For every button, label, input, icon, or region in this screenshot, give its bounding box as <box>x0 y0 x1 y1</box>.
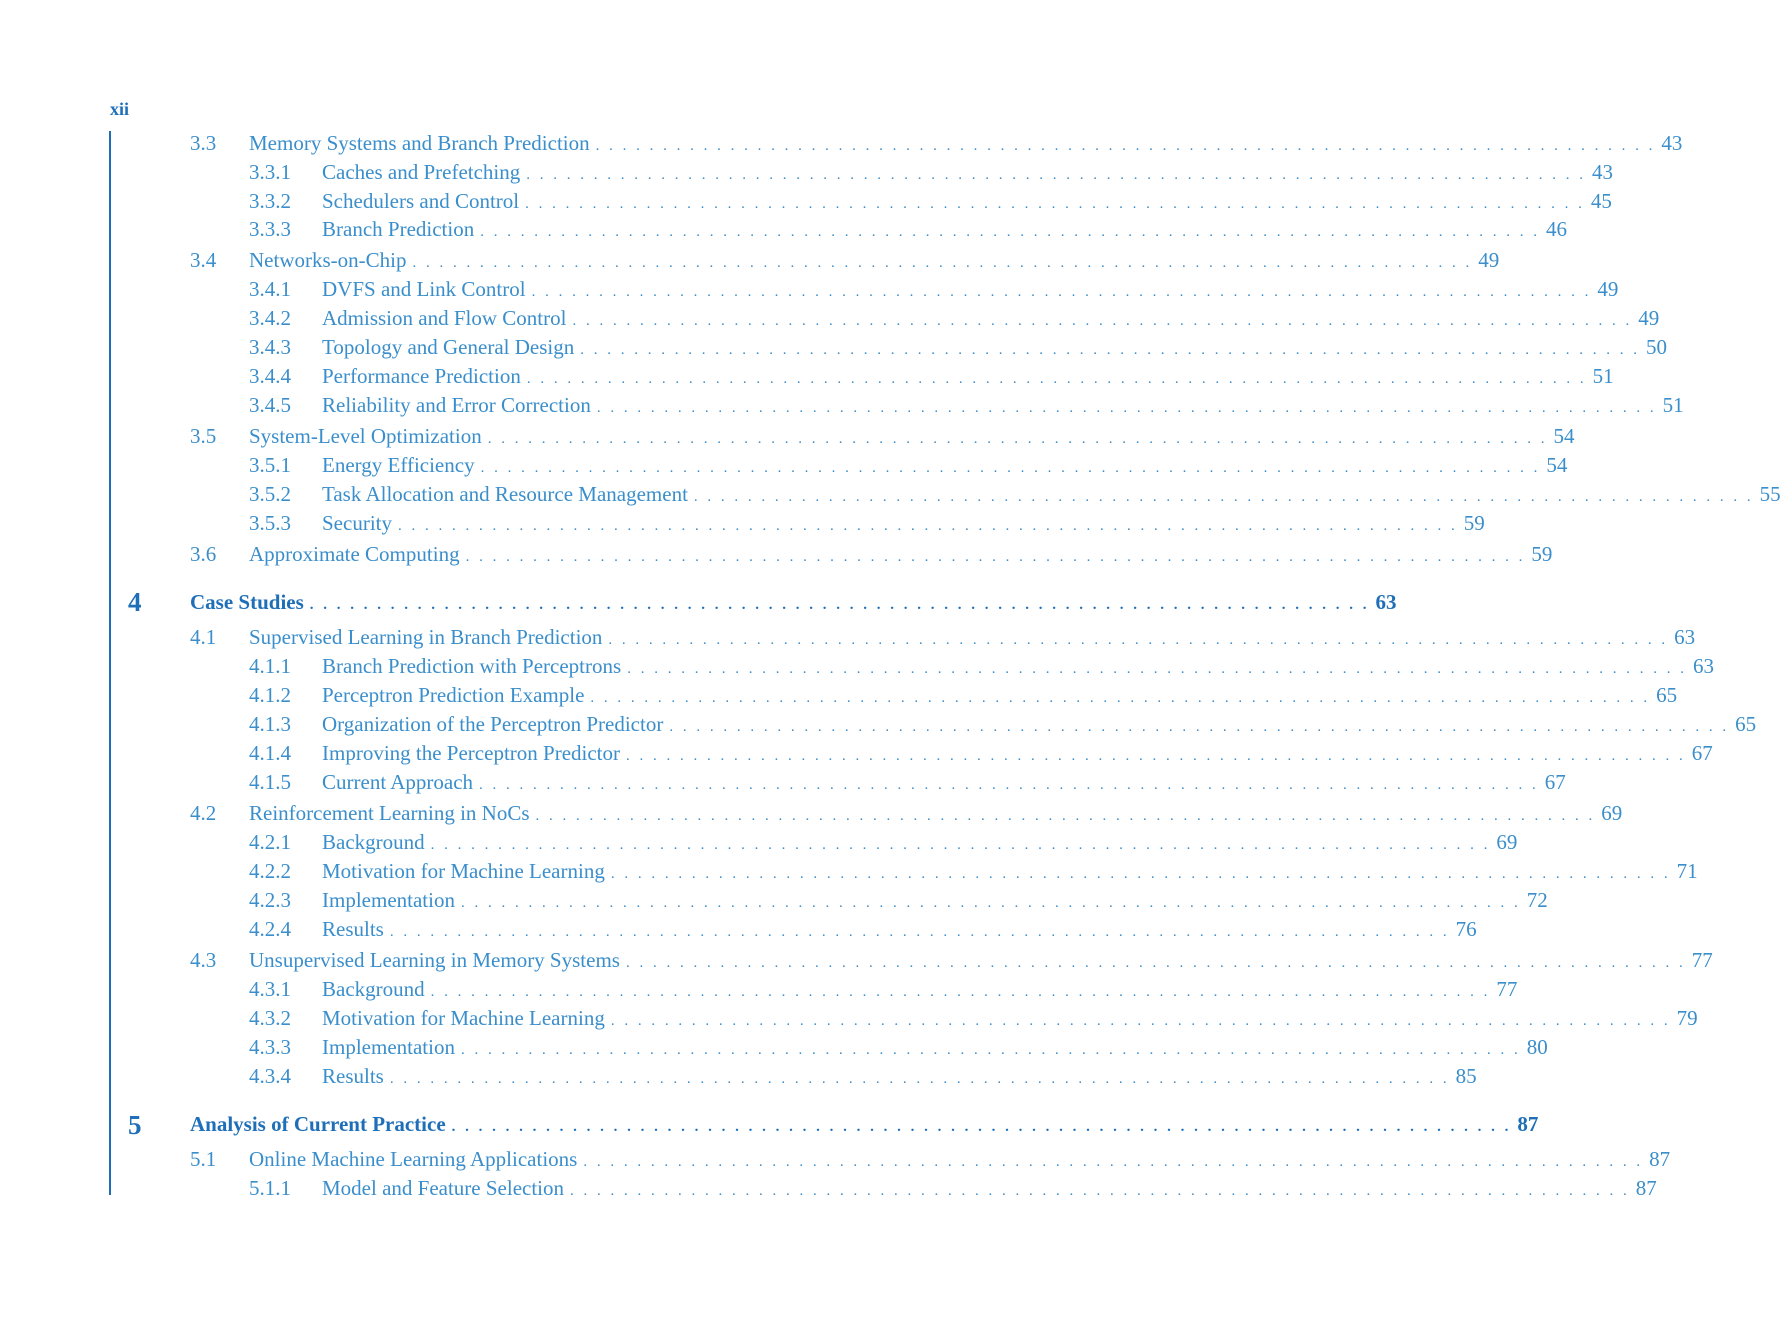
toc-entry-4-2-1[interactable] <box>249 828 1518 856</box>
toc-entry-3-5[interactable] <box>190 422 1575 450</box>
dot-leader: . . . . . . . . . . . . . . . . . . . . . . . . . . . . . . . . . . . . . . . . . . . . . . . . . . . . . . . . . . . . . . . . . . . . . . . . . . . . . . . <box>480 460 1541 476</box>
entry-page: 79 <box>1676 1006 1698 1030</box>
chapter-title: Case Studies <box>190 590 304 614</box>
toc-entry-3-5-2[interactable] <box>249 480 1781 508</box>
entry-page: 54 <box>1546 453 1568 477</box>
entry-number: 4.1.2 <box>249 683 291 707</box>
toc-entry-4-2-3[interactable] <box>249 886 1548 914</box>
entry-number: 5.1 <box>190 1147 217 1171</box>
dot-leader: . . . . . . . . . . . . . . . . . . . . . . . . . . . . . . . . . . . . . . . . . . . . . . . . . . . . . . . . . . . . . . . . . . . . . . . . . . . . . . . <box>389 924 1450 940</box>
entry-page: 80 <box>1526 1035 1548 1059</box>
entry-page: 77 <box>1691 948 1713 972</box>
toc-entry-3-6[interactable] <box>190 540 1553 568</box>
entry-page: 71 <box>1676 859 1698 883</box>
entry-page: 69 <box>1601 801 1623 825</box>
toc-entry-3-4[interactable] <box>190 246 1500 274</box>
entry-page: 49 <box>1597 277 1619 301</box>
entry-title: Motivation for Machine Learning <box>322 1006 605 1030</box>
entry-number: 4.2.3 <box>249 888 291 912</box>
dot-leader: . . . . . . . . . . . . . . . . . . . . . . . . . . . . . . . . . . . . . . . . . . . . . . . . . . . . . . . . . . . . . . . . . . . . . . . . . . . . . . . <box>526 167 1587 183</box>
page-number: xii <box>110 99 130 119</box>
entry-page: 69 <box>1496 830 1518 854</box>
entry-page: 67 <box>1691 741 1713 765</box>
toc-entry-5-1[interactable] <box>190 1145 1671 1173</box>
toc-entry-3-3-3[interactable] <box>249 215 1567 243</box>
entry-page: 59 <box>1531 542 1553 566</box>
dot-leader: . . . . . . . . . . . . . . . . . . . . . . . . . . . . . . . . . . . . . . . . . . . . . . . . . . . . . . . . . . . . . . . . . . . . . . . . . . . . . . . <box>590 690 1651 706</box>
entry-number: 4.3.1 <box>249 977 291 1001</box>
entry-title: Performance Prediction <box>322 364 521 388</box>
entry-number: 4.2 <box>190 801 217 825</box>
dot-leader: . . . . . . . . . . . . . . . . . . . . . . . . . . . . . . . . . . . . . . . . . . . . . . . . . . . . . . . . . . . . . . . . . . . . . . . . . . . . . . . <box>596 400 1657 416</box>
dot-leader: . . . . . . . . . . . . . . . . . . . . . . . . . . . . . . . . . . . . . . . . . . . . . . . . . . . . . . . . . . . . . . . . . . . . . . . . . . . . . . . <box>570 1183 1630 1199</box>
entry-title: Organization of the Perceptron Predictor <box>322 712 664 736</box>
entry-page: 76 <box>1455 917 1477 941</box>
entry-number: 3.5.1 <box>249 453 291 477</box>
entry-page: 67 <box>1544 770 1566 794</box>
entry-number: 4.1 <box>190 625 217 649</box>
dot-leader: . . . . . . . . . . . . . . . . . . . . . . . . . . . . . . . . . . . . . . . . . . . . . . . . . . . . . . . . . . . . . . . . . . . . . . . . . . . . . . . <box>625 955 1686 971</box>
entry-number: 3.5 <box>190 424 217 448</box>
entry-title: Implementation <box>322 1035 455 1059</box>
entry-page: 72 <box>1526 888 1548 912</box>
toc-entry-4-1-4[interactable] <box>249 739 1713 767</box>
toc-entry-4-1-2[interactable] <box>249 681 1678 709</box>
dot-leader: . . . . . . . . . . . . . . . . . . . . . . . . . . . . . . . . . . . . . . . . . . . . . . . . . . . . . . . . . . . . . . . . . . . . . . . . . . . . . . . <box>460 1042 1521 1058</box>
dot-leader: . . . . . . . . . . . . . . . . . . . . . . . . . . . . . . . . . . . . . . . . . . . . . . . . . . . . . . . . . . . . . . . . . . . . . . . . . . . . . . . <box>583 1154 1644 1170</box>
toc-entry-4-1-3[interactable] <box>249 710 1757 738</box>
entry-page: 54 <box>1553 424 1575 448</box>
entry-number: 4.2.2 <box>249 859 291 883</box>
entry-title: Branch Prediction with Perceptrons <box>322 654 622 678</box>
entry-title: Background <box>322 830 425 854</box>
entry-page: 49 <box>1638 306 1660 330</box>
entry-number: 4.2.1 <box>249 830 291 854</box>
entry-number: 4.1.3 <box>249 712 291 736</box>
entry-title: Current Approach <box>322 770 474 794</box>
entry-title: Approximate Computing <box>249 542 460 566</box>
toc-entry-3-5-3[interactable] <box>249 509 1485 537</box>
dot-leader: . . . . . . . . . . . . . . . . . . . . . . . . . . . . . . . . . . . . . . . . . . . . . . . . . . . . . . . . . . . . . . . . . . . . . . . . . . . . . . . <box>412 255 1473 271</box>
toc-entry-4-3-4[interactable] <box>249 1062 1477 1090</box>
dot-leader: . . . . . . . . . . . . . . . . . . . . . . . . . . . . . . . . . . . . . . . . . . . . . . . . . . . . . . . . . . . . . . . . . . . . . . . . . . . . . . . <box>487 431 1548 447</box>
entry-title: Energy Efficiency <box>322 453 475 477</box>
entry-title: Supervised Learning in Branch Prediction <box>249 625 603 649</box>
entry-title: Results <box>322 917 384 941</box>
entry-number: 3.3.1 <box>249 160 291 184</box>
dot-leader: . . . . . . . . . . . . . . . . . . . . . . . . . . . . . . . . . . . . . . . . . . . . . . . . . . . . . . . . . . . . . . . . . . . . . . . . . . . . . . . <box>627 661 1687 677</box>
entry-page: 77 <box>1496 977 1518 1001</box>
dot-leader: . . . . . . . . . . . . . . . . . . . . . . . . . . . . . . . . . . . . . . . . . . . . . . . . . . . . . . . . . . . . . . . . . . . . . . . . . . . . . . . <box>480 224 1540 240</box>
entry-number: 3.3 <box>190 131 217 155</box>
dot-leader: . . . . . . . . . . . . . . . . . . . . . . . . . . . . . . . . . . . . . . . . . . . . . . . . . . . . . . . . . . . . . . . . . . . . . . . . . . . . . . . <box>460 895 1521 911</box>
entry-page: 50 <box>1645 335 1667 359</box>
dot-leader: . . . . . . . . . . . . . . . . . . . . . . . . . . . . . . . . . . . . . . . . . . . . . . . . . . . . . . . . . . . . . . . . . . . . . . . . . . . . . . . <box>525 196 1585 212</box>
dot-leader: . . . . . . . . . . . . . . . . . . . . . . . . . . . . . . . . . . . . . . . . . . . . . . . . . . . . . . . . . . . . . . . . . . . . . . . . . . . . . . . <box>572 313 1633 329</box>
dot-leader: . . . . . . . . . . . . . . . . . . . . . . . . . . . . . . . . . . . . . . . . . . . . . . . . . . . . . . . . . . . . . . . . . . . . . . . . . . . . . . . <box>669 719 1730 735</box>
entry-number: 4.1.1 <box>249 654 291 678</box>
entry-title: Implementation <box>322 888 455 912</box>
entry-page: 51 <box>1662 393 1684 417</box>
entry-title: Background <box>322 977 425 1001</box>
dot-leader: . . . . . . . . . . . . . . . . . . . . . . . . . . . . . . . . . . . . . . . . . . . . . . . . . . . . . . . . . . . . . . . . . . . . . . . . . . . . . . . <box>595 138 1656 154</box>
entry-title: Model and Feature Selection <box>322 1176 565 1200</box>
dot-leader: . . . . . . . . . . . . . . . . . . . . . . . . . . . . . . . . . . . . . . . . . . . . . . . . . . . . . . . . . . . . . . . . . . . . . . . . . . . . . . . <box>430 837 1491 853</box>
entry-number: 3.4.1 <box>249 277 291 301</box>
toc-entry-4-1[interactable] <box>190 623 1696 651</box>
entry-title: Reinforcement Learning in NoCs <box>249 801 530 825</box>
entry-page: 45 <box>1590 189 1612 213</box>
entry-title: Motivation for Machine Learning <box>322 859 605 883</box>
entry-title: Security <box>322 511 392 535</box>
entry-page: 63 <box>1375 590 1397 614</box>
entry-title: Topology and General Design <box>322 335 575 359</box>
entry-number: 3.3.3 <box>249 217 291 241</box>
toc-entry-4-3-3[interactable] <box>249 1033 1548 1061</box>
entry-page: 63 <box>1692 654 1714 678</box>
dot-leader: . . . . . . . . . . . . . . . . . . . . . . . . . . . . . . . . . . . . . . . . . . . . . . . . . . . . . . . . . . . . . . . . . . . . . . . . . . . . . . . <box>693 489 1754 505</box>
entry-number: 3.5.2 <box>249 482 291 506</box>
entry-number: 3.5.3 <box>249 511 291 535</box>
toc-entry-4-2[interactable] <box>190 799 1623 827</box>
entry-number: 4.2.4 <box>249 917 291 941</box>
dot-leader: . . . . . . . . . . . . . . . . . . . . . . . . . . . . . . . . . . . . . . . . . . . . . . . . . . . . . . . . . . . . . . . . . . . . . . . . . . . . . . . <box>451 1119 1512 1135</box>
entry-title: Perceptron Prediction Example <box>322 683 585 707</box>
toc-entry-3-3[interactable] <box>190 129 1683 157</box>
entry-page: 65 <box>1735 712 1757 736</box>
toc-entry-4-2-4[interactable] <box>249 915 1477 943</box>
entry-page: 49 <box>1478 248 1500 272</box>
toc-entry-3-3-2[interactable] <box>249 187 1612 215</box>
entry-title: Results <box>322 1064 384 1088</box>
entry-page: 46 <box>1545 217 1567 241</box>
entry-page: 43 <box>1661 131 1683 155</box>
dot-leader: . . . . . . . . . . . . . . . . . . . . . . . . . . . . . . . . . . . . . . . . . . . . . . . . . . . . . . . . . . . . . . . . . . . . . . . . . . . . . . . <box>397 518 1458 534</box>
toc-entry-3-4-3[interactable] <box>249 333 1667 361</box>
dot-leader: . . . . . . . . . . . . . . . . . . . . . . . . . . . . . . . . . . . . . . . . . . . . . . . . . . . . . . . . . . . . . . . . . . . . . . . . . . . . . . . <box>610 1013 1671 1029</box>
entry-number: 3.4.2 <box>249 306 291 330</box>
toc-entry-5-1-1[interactable] <box>249 1174 1657 1202</box>
dot-leader: . . . . . . . . . . . . . . . . . . . . . . . . . . . . . . . . . . . . . . . . . . . . . . . . . . . . . . . . . . . . . . . . . . . . . . . . . . . . . . . <box>465 549 1526 565</box>
toc-entry-3-3-1[interactable] <box>249 158 1614 186</box>
entry-title: Improving the Perceptron Predictor <box>322 741 620 765</box>
entry-title: Task Allocation and Resource Management <box>322 482 688 506</box>
toc-entry-3-4-2[interactable] <box>249 304 1660 332</box>
dot-leader: . . . . . . . . . . . . . . . . . . . . . . . . . . . . . . . . . . . . . . . . . . . . . . . . . . . . . . . . . . . . . . . . . . . . . . . . . . . . . . . <box>389 1071 1450 1087</box>
entry-number: 4.1.5 <box>249 770 291 794</box>
entry-page: 43 <box>1592 160 1614 184</box>
dot-leader: . . . . . . . . . . . . . . . . . . . . . . . . . . . . . . . . . . . . . . . . . . . . . . . . . . . . . . . . . . . . . . . . . . . . . . . . . . . . . . . <box>479 777 1539 793</box>
dot-leader: . . . . . . . . . . . . . . . . . . . . . . . . . . . . . . . . . . . . . . . . . . . . . . . . . . . . . . . . . . . . . . . . . . . . . . . . . . . . . . . <box>526 371 1587 387</box>
entry-page: 85 <box>1455 1064 1477 1088</box>
chapter-5-number: 5 <box>128 1110 142 1140</box>
entry-title: Networks-on-Chip <box>249 248 407 272</box>
dot-leader: . . . . . . . . . . . . . . . . . . . . . . . . . . . . . . . . . . . . . . . . . . . . . . . . . . . . . . . . . . . . . . . . . . . . . . . . . . . . . . . <box>531 284 1592 300</box>
toc-entry-4-2-2[interactable] <box>249 857 1698 885</box>
entry-number: 3.6 <box>190 542 217 566</box>
dot-leader: . . . . . . . . . . . . . . . . . . . . . . . . . . . . . . . . . . . . . . . . . . . . . . . . . . . . . . . . . . . . . . . . . . . . . . . . . . . . . . . <box>309 597 1370 613</box>
toc-entry-4-3-1[interactable] <box>249 975 1518 1003</box>
entry-page: 87 <box>1649 1147 1671 1171</box>
entry-page: 87 <box>1635 1176 1657 1200</box>
entry-number: 4.1.4 <box>249 741 291 765</box>
entry-page: 59 <box>1463 511 1485 535</box>
toc-entry-4-3[interactable] <box>190 946 1713 974</box>
entry-page: 87 <box>1517 1112 1539 1136</box>
entry-number: 3.4 <box>190 248 217 272</box>
entry-page: 51 <box>1592 364 1614 388</box>
dot-leader: . . . . . . . . . . . . . . . . . . . . . . . . . . . . . . . . . . . . . . . . . . . . . . . . . . . . . . . . . . . . . . . . . . . . . . . . . . . . . . . <box>610 866 1671 882</box>
entry-title: Branch Prediction <box>322 217 475 241</box>
dot-leader: . . . . . . . . . . . . . . . . . . . . . . . . . . . . . . . . . . . . . . . . . . . . . . . . . . . . . . . . . . . . . . . . . . . . . . . . . . . . . . . <box>608 632 1669 648</box>
entry-title: Schedulers and Control <box>322 189 520 213</box>
toc-entry-3-5-1[interactable] <box>249 451 1568 479</box>
toc-entry-3-4-4[interactable] <box>249 362 1614 390</box>
toc-entry-4-3-2[interactable] <box>249 1004 1698 1032</box>
entry-page: 55 <box>1759 482 1781 506</box>
chapter-title: Analysis of Current Practice <box>190 1112 446 1136</box>
toc-entry-3-4-1[interactable] <box>249 275 1619 303</box>
entry-number: 3.4.3 <box>249 335 291 359</box>
entry-number: 4.3.2 <box>249 1006 291 1030</box>
entry-number: 3.4.4 <box>249 364 291 388</box>
entry-number: 4.3.3 <box>249 1035 291 1059</box>
entry-page: 63 <box>1674 625 1696 649</box>
entry-page: 65 <box>1656 683 1678 707</box>
entry-number: 3.4.5 <box>249 393 291 417</box>
entry-title: Memory Systems and Branch Prediction <box>249 131 590 155</box>
entry-title: Unsupervised Learning in Memory Systems <box>249 948 620 972</box>
dot-leader: . . . . . . . . . . . . . . . . . . . . . . . . . . . . . . . . . . . . . . . . . . . . . . . . . . . . . . . . . . . . . . . . . . . . . . . . . . . . . . . <box>535 808 1596 824</box>
entry-number: 5.1.1 <box>249 1176 291 1200</box>
entry-number: 4.3.4 <box>249 1064 291 1088</box>
entry-title: DVFS and Link Control <box>322 277 526 301</box>
toc-chapter-5[interactable] <box>190 1110 1539 1138</box>
entry-title: Online Machine Learning Applications <box>249 1147 578 1171</box>
dot-leader: . . . . . . . . . . . . . . . . . . . . . . . . . . . . . . . . . . . . . . . . . . . . . . . . . . . . . . . . . . . . . . . . . . . . . . . . . . . . . . . <box>626 748 1686 764</box>
dot-leader: . . . . . . . . . . . . . . . . . . . . . . . . . . . . . . . . . . . . . . . . . . . . . . . . . . . . . . . . . . . . . . . . . . . . . . . . . . . . . . . <box>580 342 1640 358</box>
dot-leader: . . . . . . . . . . . . . . . . . . . . . . . . . . . . . . . . . . . . . . . . . . . . . . . . . . . . . . . . . . . . . . . . . . . . . . . . . . . . . . . <box>430 984 1491 1000</box>
entry-number: 4.3 <box>190 948 217 972</box>
entry-number: 3.3.2 <box>249 189 291 213</box>
toc-chapter-4[interactable] <box>190 588 1397 616</box>
toc-entry-4-1-5[interactable] <box>249 768 1566 796</box>
entry-title: Caches and Prefetching <box>322 160 521 184</box>
entry-title: Admission and Flow Control <box>322 306 567 330</box>
entry-title: System-Level Optimization <box>249 424 482 448</box>
toc-entry-4-1-1[interactable] <box>249 652 1714 680</box>
toc-entry-3-4-5[interactable] <box>249 391 1684 419</box>
chapter-4-number: 4 <box>128 587 142 617</box>
entry-title: Reliability and Error Correction <box>322 393 591 417</box>
